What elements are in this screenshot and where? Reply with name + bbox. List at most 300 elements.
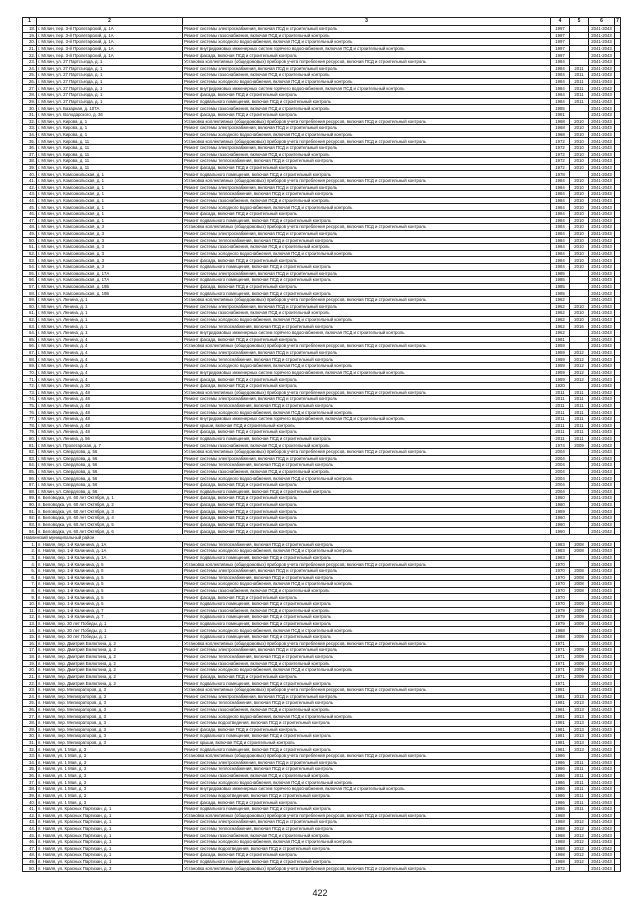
planned-period-cell: 2041-2043	[589, 653, 615, 660]
year-built-cell: 2004	[551, 488, 570, 495]
last-repair-year-cell: 2010	[570, 178, 589, 185]
table-row	[23, 733, 621, 740]
table-row	[23, 594, 621, 601]
year-built-cell: 1984	[551, 224, 570, 231]
empty-cell	[615, 111, 621, 118]
address-cell: г. Мглин, ул. Свердлова, д. 56	[37, 455, 183, 462]
planned-period-cell: 2041-2043	[589, 858, 615, 865]
row-number: 64.	[23, 330, 37, 337]
empty-cell	[615, 700, 621, 707]
address-cell: г. Мглин, ул. Свердлова, д. 56	[37, 449, 183, 456]
empty-cell	[615, 92, 621, 99]
planned-period-cell: 2041-2043	[589, 746, 615, 753]
empty-cell	[615, 667, 621, 674]
address-cell: г. Мглин, ул. Свердлова, д. 56	[37, 475, 183, 482]
planned-period-cell: 2041-2043	[589, 151, 615, 158]
year-built-cell: 1960	[551, 521, 570, 528]
work-type-cell: Ремонт системы теплоснабжения, включая ПСД и строительный контроль	[183, 541, 551, 548]
row-number: 20.	[23, 667, 37, 674]
last-repair-year-cell: 2009	[570, 634, 589, 641]
work-type-cell: Установка коллективных (общедомовых) приборов учета потребления ресурсов, включая ПСД и строительный контроль	[183, 561, 551, 568]
last-repair-year-cell: 2013	[570, 746, 589, 753]
row-number: 37.	[23, 151, 37, 158]
last-repair-year-cell: 2009	[570, 442, 589, 449]
work-type-cell: Ремонт системы водоотведения, включая ПСД и строительный контроль	[183, 845, 551, 852]
last-repair-year-cell: 2011	[570, 805, 589, 812]
year-built-cell: 1981	[551, 746, 570, 753]
address-cell: п. Навля, пер. 1-й Калинина, д. 5	[37, 567, 183, 574]
empty-cell	[615, 587, 621, 594]
planned-period-cell: 2041-2043	[589, 561, 615, 568]
table-row	[23, 634, 621, 641]
address-cell: п. Навля, пер. 1-й Калинина, д. 5	[37, 594, 183, 601]
work-type-cell: Ремонт системы теплоснабжения, включая ПСД и строительный контроль	[183, 356, 551, 363]
header-row	[23, 18, 621, 26]
empty-cell	[615, 766, 621, 773]
row-number: 58.	[23, 290, 37, 297]
table-row	[23, 858, 621, 865]
planned-period-cell: 2041-2043	[589, 316, 615, 323]
last-repair-year-cell	[570, 111, 589, 118]
row-number: 82.	[23, 449, 37, 456]
year-built-cell: 1960	[551, 515, 570, 522]
last-repair-year-cell: 2010	[570, 191, 589, 198]
year-built-cell: 1984	[551, 244, 570, 251]
planned-period-cell: 2041-2043	[589, 330, 615, 337]
planned-period-cell: 2041-2043	[589, 250, 615, 257]
last-repair-year-cell: 2011	[570, 98, 589, 105]
table-row	[23, 647, 621, 654]
row-number: 35.	[23, 138, 37, 145]
work-type-cell: Ремонт фасада, включая ПСД и строительный контроль	[183, 528, 551, 535]
work-type-cell: Ремонт системы электроснабжения, включая ПСД и строительный контроль	[183, 125, 551, 132]
row-number: 78.	[23, 422, 37, 429]
planned-period-cell: 2041-2043	[589, 515, 615, 522]
year-built-cell: 1968	[551, 838, 570, 845]
address-cell: п. Навля, пер. Мелиораторов, д. 3	[37, 719, 183, 726]
year-built-cell: 1971	[551, 653, 570, 660]
page-number: 422	[312, 888, 328, 898]
last-repair-year-cell	[570, 26, 589, 33]
table-row	[23, 746, 621, 753]
year-built-cell: 1981	[551, 693, 570, 700]
year-built-cell: 1959	[551, 356, 570, 363]
planned-period-cell: 2041-2043	[589, 244, 615, 251]
last-repair-year-cell: 2010	[570, 138, 589, 145]
last-repair-year-cell: 2012	[570, 376, 589, 383]
year-built-cell: 1959	[551, 363, 570, 370]
last-repair-year-cell: 2008	[570, 548, 589, 555]
row-number: 73.	[23, 389, 37, 396]
last-repair-year-cell	[570, 59, 589, 66]
work-type-cell: Ремонт системы холодного водоснабжения, включая ПСД и строительный контроль	[183, 250, 551, 257]
year-built-cell: 1983	[551, 541, 570, 548]
empty-cell	[615, 845, 621, 852]
work-type-cell: Установка коллективных (общедомовых) приборов учета потребления ресурсов, включая ПСД и строительный контроль	[183, 296, 551, 303]
planned-period-cell: 2041-2043	[589, 277, 615, 284]
empty-cell	[615, 270, 621, 277]
year-built-cell: 1986	[551, 779, 570, 786]
work-type-cell: Ремонт системы теплоснабжения, включая ПСД и строительный контроль	[183, 766, 551, 773]
row-number: 85.	[23, 468, 37, 475]
row-number: 45.	[23, 832, 37, 839]
repair-schedule-table	[22, 17, 621, 872]
table-row	[23, 482, 621, 489]
last-repair-year-cell: 2011	[570, 422, 589, 429]
row-number: 66.	[23, 343, 37, 350]
last-repair-year-cell: 2011	[570, 402, 589, 409]
address-cell: г. Мглин, ул. 27 Партсъезда, д. 1	[37, 92, 183, 99]
last-repair-year-cell: 2012	[570, 356, 589, 363]
last-repair-year-cell	[570, 528, 589, 535]
year-built-cell: 1984	[551, 92, 570, 99]
year-built-cell: 1979	[551, 614, 570, 621]
table-row	[23, 838, 621, 845]
last-repair-year-cell: 2011	[570, 772, 589, 779]
year-built-cell: 1981	[551, 726, 570, 733]
row-number: 49.	[23, 858, 37, 865]
last-repair-year-cell: 2012	[570, 832, 589, 839]
last-repair-year-cell: 2011	[570, 799, 589, 806]
year-built-cell: 1984	[551, 217, 570, 224]
year-built-cell: 1920	[551, 382, 570, 389]
row-number: 32.	[23, 118, 37, 125]
address-cell: п. Навля, пер. Дмитрия Емлютина, д. 2	[37, 653, 183, 660]
address-cell: п. Навля, ул. Красных Партизан, д. 1	[37, 858, 183, 865]
year-built-cell: 1972	[551, 158, 570, 165]
work-type-cell: Установка коллективных (общедомовых) приборов учета потребления ресурсов, включая ПСД и строительный контроль	[183, 640, 551, 647]
table-row	[23, 217, 621, 224]
table-row	[23, 310, 621, 317]
last-repair-year-cell: 2011	[570, 409, 589, 416]
planned-period-cell: 2041-2043	[589, 581, 615, 588]
address-cell: п. Навля, пер. Дмитрия Емлютина, д. 2	[37, 660, 183, 667]
empty-cell	[615, 680, 621, 687]
empty-cell	[615, 316, 621, 323]
planned-period-cell: 2041-2043	[589, 310, 615, 317]
year-built-cell: 1960	[551, 528, 570, 535]
last-repair-year-cell: 2011	[570, 792, 589, 799]
work-type-cell: Ремонт системы газоснабжения, включая ПСД и строительный контроль	[183, 105, 551, 112]
work-type-cell: Установка коллективных (общедомовых) приборов учета потребления ресурсов, включая ПСД и строительный контроль	[183, 343, 551, 350]
table-row	[23, 475, 621, 482]
empty-cell	[615, 402, 621, 409]
row-number: 30.	[23, 105, 37, 112]
address-cell: г. Мглин, ул. 27 Партсъезда, д. 1	[37, 65, 183, 72]
work-type-cell: Ремонт системы газоснабжения, включая ПСД и строительный контроль	[183, 468, 551, 475]
table-row	[23, 409, 621, 416]
work-type-cell: Ремонт подвального помещения, включая ПСД и строительный контроль	[183, 277, 551, 284]
planned-period-cell: 2041-2043	[589, 607, 615, 614]
planned-period-cell: 2041-2043	[589, 753, 615, 760]
year-built-cell: 1972	[551, 144, 570, 151]
last-repair-year-cell: 2012	[570, 838, 589, 845]
planned-period-cell: 2041-2043	[589, 554, 615, 561]
planned-period-cell: 2041-2043	[589, 739, 615, 746]
address-cell: г. Мглин, ул. 27 Партсъезда, д. 1	[37, 72, 183, 79]
empty-cell	[615, 779, 621, 786]
empty-cell	[615, 541, 621, 548]
table-row	[23, 488, 621, 495]
work-type-cell: Ремонт фасада, включая ПСД и строительный контроль	[183, 726, 551, 733]
address-cell: п. Навля, ул. Красных Партизан, д. 1	[37, 832, 183, 839]
table-row	[23, 369, 621, 376]
work-type-cell: Ремонт внутридомовых инженерных систем горячего водоснабжения, включая ПСД и строительный контроль	[183, 85, 551, 92]
last-repair-year-cell	[570, 296, 589, 303]
year-built-cell: 1971	[551, 640, 570, 647]
work-type-cell: Ремонт внутридомовых инженерных систем горячего водоснабжения, включая ПСД и строительный контроль	[183, 330, 551, 337]
planned-period-cell: 2041-2043	[589, 237, 615, 244]
row-number: 16.	[23, 640, 37, 647]
last-repair-year-cell: 2011	[570, 779, 589, 786]
planned-period-cell: 2041-2043	[589, 865, 615, 872]
planned-period-cell: 2041-2043	[589, 567, 615, 574]
address-cell: п. Навля, пер. 1-й Калинина, д. 7	[37, 607, 183, 614]
work-type-cell: Ремонт подвального помещения, включая ПСД и строительный контроль	[183, 858, 551, 865]
address-cell: п. Беловодка, ул. 60 лет Октября, д. 6	[37, 528, 183, 535]
address-cell: г. Мглин, ул. Ленина, д. 1	[37, 296, 183, 303]
last-repair-year-cell: 2010	[570, 151, 589, 158]
row-number: 50.	[23, 237, 37, 244]
row-number: 40.	[23, 799, 37, 806]
last-repair-year-cell	[570, 330, 589, 337]
table-row	[23, 422, 621, 429]
section-title: Навлинский муниципальный район	[23, 534, 621, 541]
table-row	[23, 521, 621, 528]
row-number: 77.	[23, 415, 37, 422]
planned-period-cell: 2041-2043	[589, 634, 615, 641]
table-row	[23, 125, 621, 132]
year-built-cell: 1986	[551, 792, 570, 799]
work-type-cell: Установка коллективных (общедомовых) приборов учета потребления ресурсов, включая ПСД и строительный контроль	[183, 178, 551, 185]
work-type-cell: Ремонт системы теплоснабжения, включая ПСД и строительный контроль	[183, 191, 551, 198]
address-cell: г. Мглин, ул. Комсомольская, д. 1	[37, 211, 183, 218]
empty-cell	[615, 296, 621, 303]
table-row	[23, 515, 621, 522]
last-repair-year-cell: 2009	[570, 673, 589, 680]
row-number: 54.	[23, 263, 37, 270]
last-repair-year-cell	[570, 270, 589, 277]
address-cell: г. Мглин, ул. Ленина, д. 30	[37, 382, 183, 389]
work-type-cell: Ремонт подвального помещения, включая ПСД и строительный контроль	[183, 746, 551, 753]
table-row	[23, 45, 621, 52]
row-number: 75.	[23, 402, 37, 409]
year-built-cell: 1984	[551, 191, 570, 198]
year-built-cell: 1962	[551, 316, 570, 323]
planned-period-cell: 2041-2043	[589, 65, 615, 72]
address-cell: г. Мглин, ул. Кирова, д. 1	[37, 131, 183, 138]
year-built-cell: 2011	[551, 429, 570, 436]
last-repair-year-cell	[570, 501, 589, 508]
address-cell: п. Навля, ул. 1 Мая, д. 3	[37, 766, 183, 773]
work-type-cell: Ремонт подвального помещения, включая ПСД и строительный контроль	[183, 263, 551, 270]
row-number: 26.	[23, 706, 37, 713]
planned-period-cell: 2041-2043	[589, 78, 615, 85]
empty-cell	[615, 475, 621, 482]
year-built-cell: 1986	[551, 753, 570, 760]
address-cell: г. Мглин, ул. 27 Партсъезда, д. 1	[37, 59, 183, 66]
table-row	[23, 726, 621, 733]
work-type-cell: Ремонт системы холодного водоснабжения, включая ПСД и строительный контроль	[183, 131, 551, 138]
work-type-cell: Ремонт подвального помещения, включая ПСД и строительный контроль	[183, 601, 551, 608]
planned-period-cell: 2041-2043	[589, 45, 615, 52]
row-number: 42.	[23, 184, 37, 191]
address-cell: п. Навля, пер. Мелиораторов, д. 3	[37, 700, 183, 707]
row-number: 33.	[23, 125, 37, 132]
work-type-cell: Ремонт системы газоснабжения, включая ПСД и строительный контроль	[183, 772, 551, 779]
section-row	[23, 534, 621, 541]
table-row	[23, 323, 621, 330]
table-row	[23, 660, 621, 667]
empty-cell	[615, 627, 621, 634]
work-type-cell: Ремонт внутридомовых инженерных систем горячего водоснабжения, включая ПСД и строительный контроль	[183, 369, 551, 376]
year-built-cell: 1984	[551, 211, 570, 218]
address-cell: г. Мглин, ул. Пролетарская, д. 7	[37, 442, 183, 449]
last-repair-year-cell: 2013	[570, 713, 589, 720]
year-built-cell: 1985	[551, 105, 570, 112]
work-type-cell: Ремонт внутридомовых инженерных систем горячего водоснабжения, включая ПСД и строительный контроль	[183, 415, 551, 422]
work-type-cell: Ремонт системы газоснабжения, включая ПСД и строительный контроль	[183, 197, 551, 204]
planned-period-cell: 2041-2043	[589, 363, 615, 370]
last-repair-year-cell	[570, 171, 589, 178]
empty-cell	[615, 772, 621, 779]
planned-period-cell: 2041-2043	[589, 111, 615, 118]
address-cell: п. Навля, ул. Красных Партизан, д. 1	[37, 825, 183, 832]
work-type-cell: Ремонт подвального помещения, включая ПСД и строительный контроль	[183, 290, 551, 297]
last-repair-year-cell: 2013	[570, 706, 589, 713]
empty-cell	[615, 442, 621, 449]
address-cell: п. Навля, ул. Красных Партизан, д. 1	[37, 805, 183, 812]
work-type-cell: Ремонт системы газоснабжения, включая ПСД и строительный контроль	[183, 706, 551, 713]
row-number: 15.	[23, 634, 37, 641]
table-row	[23, 244, 621, 251]
year-built-cell: 1960	[551, 495, 570, 502]
row-number: 71.	[23, 376, 37, 383]
empty-cell	[615, 792, 621, 799]
year-built-cell: 1981	[551, 739, 570, 746]
table-row	[23, 852, 621, 859]
empty-cell	[615, 52, 621, 59]
year-built-cell: 2004	[551, 482, 570, 489]
work-type-cell: Ремонт системы холодного водоснабжения, включая ПСД и строительный контроль	[183, 409, 551, 416]
last-repair-year-cell	[570, 554, 589, 561]
year-built-cell: 1984	[551, 65, 570, 72]
last-repair-year-cell	[570, 277, 589, 284]
planned-period-cell: 2041-2043	[589, 72, 615, 79]
address-cell: г. Мглин, ул. Комсомольская, д. 3	[37, 257, 183, 264]
row-number: 63.	[23, 323, 37, 330]
row-number: 13.	[23, 620, 37, 627]
last-repair-year-cell: 2010	[570, 237, 589, 244]
work-type-cell: Ремонт фасада, включая ПСД и строительный контроль	[183, 336, 551, 343]
table-row	[23, 753, 621, 760]
row-number: 25.	[23, 700, 37, 707]
work-type-cell: Ремонт системы газоснабжения, включая ПСД и строительный контроль	[183, 660, 551, 667]
address-cell: г. Мглин, ул. Ленина, д. 48	[37, 429, 183, 436]
empty-cell	[615, 653, 621, 660]
address-cell: г. Мглин, ул. Кирова, д. 11	[37, 164, 183, 171]
address-cell: г. Мглин, ул. Ленина, д. 48	[37, 389, 183, 396]
empty-cell	[615, 144, 621, 151]
table-row	[23, 178, 621, 185]
last-repair-year-cell: 2012	[570, 369, 589, 376]
address-cell: п. Навля, пер. 30 лет Победы, д. 1	[37, 627, 183, 634]
row-number: 79.	[23, 429, 37, 436]
year-built-cell: 1985	[551, 277, 570, 284]
row-number: 33.	[23, 753, 37, 760]
empty-cell	[615, 713, 621, 720]
row-number: 44.	[23, 825, 37, 832]
last-repair-year-cell: 2008	[570, 587, 589, 594]
work-type-cell: Ремонт системы холодного водоснабжения, включая ПСД и строительный контроль	[183, 316, 551, 323]
table-row	[23, 396, 621, 403]
row-number: 89.	[23, 495, 37, 502]
address-cell: г. Мглин, ул. Комсомольская, д. 3	[37, 250, 183, 257]
empty-cell	[615, 323, 621, 330]
year-built-cell: 2011	[551, 389, 570, 396]
work-type-cell: Ремонт системы электроснабжения, включая ПСД и строительный контроль	[183, 144, 551, 151]
last-repair-year-cell: 2011	[570, 78, 589, 85]
address-cell: г. Мглин, ул. Базарная, д. 107А	[37, 105, 183, 112]
empty-cell	[615, 561, 621, 568]
work-type-cell: Ремонт крыши, включая ПСД и строительный контроль	[183, 422, 551, 429]
year-built-cell: 1983	[551, 554, 570, 561]
row-number: 90.	[23, 501, 37, 508]
work-type-cell: Установка коллективных (общедомовых) приборов учета потребления ресурсов, включая ПСД и строительный контроль	[183, 449, 551, 456]
last-repair-year-cell: 2010	[570, 184, 589, 191]
last-repair-year-cell	[570, 283, 589, 290]
year-built-cell: 1971	[551, 647, 570, 654]
last-repair-year-cell	[570, 627, 589, 634]
row-number: 9.	[23, 594, 37, 601]
year-built-cell: 1971	[551, 667, 570, 674]
table-body	[23, 26, 621, 872]
empty-cell	[615, 26, 621, 33]
empty-cell	[615, 244, 621, 251]
planned-period-cell: 2041-2043	[589, 772, 615, 779]
year-built-cell: 1968	[551, 125, 570, 132]
address-cell: г. Мглин, ул. Комсомольская, д. 1	[37, 184, 183, 191]
address-cell: г. Мглин, ул. Ленина, д. 48	[37, 415, 183, 422]
table-row	[23, 792, 621, 799]
row-number: 28.	[23, 719, 37, 726]
table-row	[23, 449, 621, 456]
row-number: 7.	[23, 581, 37, 588]
row-number: 47.	[23, 845, 37, 852]
address-cell: п. Навля, ул. Красных Партизан, д. 1	[37, 812, 183, 819]
work-type-cell: Ремонт подвального помещения, включая ПСД и строительный контроль	[183, 488, 551, 495]
address-cell: г. Мглин, ул. Ленина, д. 4	[37, 356, 183, 363]
year-built-cell: 1968	[551, 627, 570, 634]
table-row	[23, 296, 621, 303]
table-row	[23, 72, 621, 79]
year-built-cell: 2011	[551, 402, 570, 409]
address-cell: г. Мглин, ул. Комсомольская, д. 3	[37, 244, 183, 251]
planned-period-cell: 2041-2043	[589, 825, 615, 832]
table-row	[23, 98, 621, 105]
work-type-cell: Ремонт системы холодного водоснабжения, включая ПСД и строительный контроль	[183, 627, 551, 634]
work-type-cell: Ремонт фасада, включая ПСД и строительный контроль	[183, 376, 551, 383]
empty-cell	[615, 118, 621, 125]
planned-period-cell: 2041-2043	[589, 303, 615, 310]
row-number: 41.	[23, 178, 37, 185]
row-number: 52.	[23, 250, 37, 257]
table-row	[23, 171, 621, 178]
year-built-cell: 2004	[551, 468, 570, 475]
planned-period-cell: 2041-2043	[589, 667, 615, 674]
table-row	[23, 819, 621, 826]
year-built-cell: 2011	[551, 422, 570, 429]
